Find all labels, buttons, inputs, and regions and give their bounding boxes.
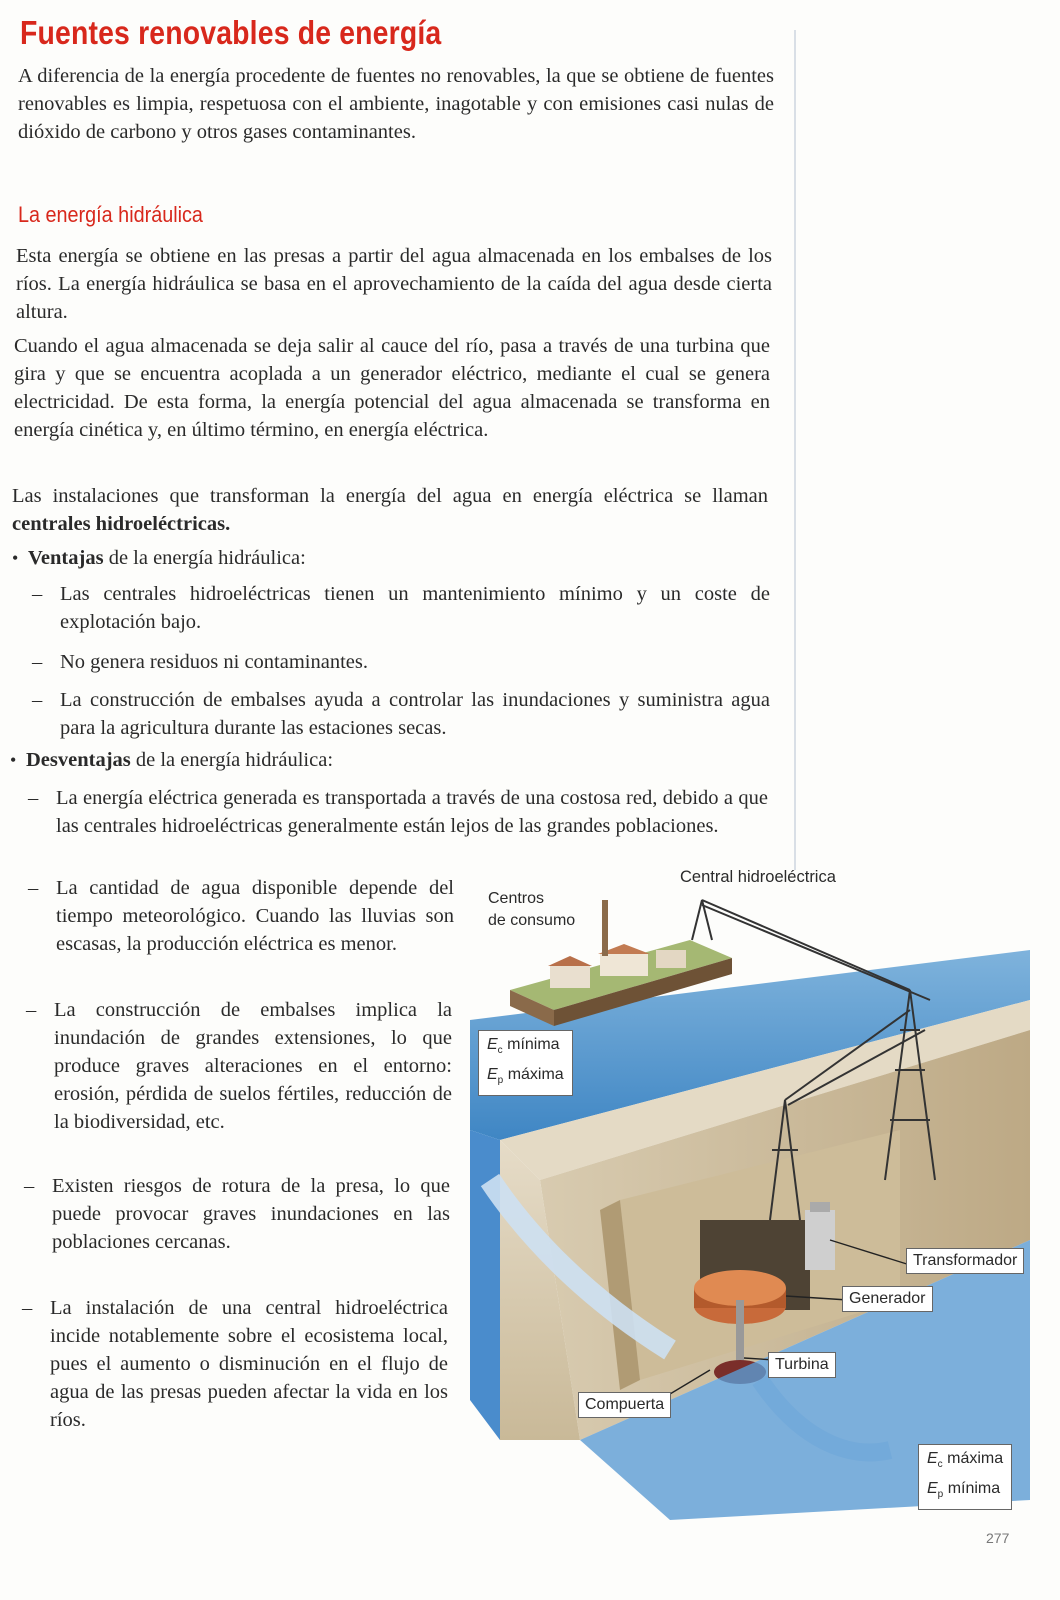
figure-title: Central hidroeléctrica <box>680 868 836 886</box>
desventaja-item: – La instalación de una central hidroeléctrica incide notablemente sobre el ecosistema local, pues el aumento o disminución en el flujo de agua de las presas pueden afectar la vida en los ríos. <box>22 1297 448 1431</box>
energy-box-bottom: $E_c$ máxima $E_p$ mínima <box>918 1444 1012 1510</box>
centros-line-2: de consumo <box>488 912 576 929</box>
label-compuerta: Compuerta <box>578 1392 671 1418</box>
desventajas-bold: Desventajas <box>26 749 131 771</box>
ventaja-item: – Las centrales hidroeléctricas tienen un mantenimiento mínimo y un coste de explotación bajo. <box>32 583 770 633</box>
page-number: 277 <box>986 1530 1010 1546</box>
ep-top: máxima <box>507 1066 564 1084</box>
ventaja-item: – La construcción de embalses ayuda a controlar las inundaciones y suministra agua para la agricultura durante las estaciones secas. <box>32 689 770 739</box>
desventaja-item: – La construcción de embalses implica la inundación de grandes extensiones, lo que produce graves alteraciones en el entorno: erosión, pérdida de suelos fértiles, reducción de la biodiversidad, etc. <box>26 999 452 1133</box>
desventaja-text: La energía eléctrica generada es transportada a través de una costosa red, debido a que las centrales hidroeléctricas generalmente están lejos de las grandes poblaciones. <box>56 787 768 837</box>
paragraph-3-bold: centrales hidroeléctricas. <box>12 513 231 535</box>
desventaja-text: La construcción de embalses implica la inundación de grandes extensiones, lo que produce graves alteraciones en el entorno: erosión, pérdida de suelos fértiles, reducción de la biodiversidad, etc. <box>54 999 452 1133</box>
desventaja-item: – La energía eléctrica generada es transportada a través de una costosa red, debido a que las centrales hidroeléctricas generalmente están lejos de las grandes poblaciones. <box>28 787 768 837</box>
desventaja-text: Existen riesgos de rotura de la presa, lo que puede provocar graves inundaciones en las poblaciones cercanas. <box>52 1175 450 1253</box>
ec-bottom: máxima <box>947 1450 1004 1467</box>
desventajas-heading: • Desventajas de la energía hidráulica: <box>10 749 334 771</box>
ventaja-text: Las centrales hidroeléctricas tienen un mantenimiento mínimo y un coste de explotación bajo. <box>60 583 770 633</box>
paragraph-1: Esta energía se obtiene en las presas a partir del agua almacenada en los embalses de los ríos. La energía hidráulica se basa en el aprovechamiento de la caída del agua desde cierta altura. <box>16 245 772 323</box>
label-turbina: Turbina <box>768 1352 836 1378</box>
label-transformador: Transformador <box>906 1248 1024 1274</box>
paragraph-3 <box>12 482 768 538</box>
ventajas-bold: Ventajas <box>28 547 104 569</box>
ventaja-text: La construcción de embalses ayuda a controlar las inundaciones y suministra agua para la agricultura durante las estaciones secas. <box>60 689 770 739</box>
intro-paragraph: A diferencia de la energía procedente de fuentes no renovables, la que se obtiene de fuentes renovables es limpia, respetuosa con el ambiente, inagotable y con emisiones casi nulas de dióxido de carbono y otros gases contaminantes. <box>18 65 774 143</box>
paragraph-3-text: Las instalaciones que transforman la energía del agua en energía eléctrica se llaman <box>12 485 768 507</box>
paragraph-2: Cuando el agua almacenada se deja salir al cauce del río, pasa a través de una turbina que gira y que se encuentra acoplada a un generador eléctrico, mediante el cual se genera electricidad. De esta forma, la energía potencial del agua almacenada se transforma en energía cinética y, en último término, en energía eléctrica. <box>14 335 770 441</box>
hydroelectric-plant-illustration <box>470 880 1050 1530</box>
ec-top: mínima <box>507 1036 560 1053</box>
centros-line-1: Centros <box>488 890 545 907</box>
column-divider <box>794 30 796 870</box>
section-heading: La energía hidráulica <box>18 202 203 227</box>
transformer-model <box>805 1202 835 1270</box>
energy-box-top: $E_c$ mínima $E_p$ máxima <box>478 1030 573 1096</box>
desventaja-text: La cantidad de agua disponible depende del tiempo meteorológico. Cuando las lluvias son escasas, la producción eléctrica es menor. <box>56 877 454 955</box>
ventaja-item: – No genera residuos ni contaminantes. <box>32 651 368 673</box>
label-centros-consumo <box>488 888 575 932</box>
ventaja-text: No genera residuos ni contaminantes. <box>60 651 368 673</box>
ventajas-rest: de la energía hidráulica: <box>103 547 306 569</box>
desventaja-text: La instalación de una central hidroeléctrica incide notablemente sobre el ecosistema local, pues el aumento o disminución en el flujo de agua de las presas pueden afectar la vida en los ríos. <box>50 1297 448 1431</box>
ventajas-heading: • Ventajas de la energía hidráulica: <box>12 547 306 569</box>
page-title: Fuentes renovables de energía <box>20 14 442 51</box>
desventajas-rest: de la energía hidráulica: <box>130 749 334 771</box>
label-generador: Generador <box>842 1286 933 1312</box>
ep-bottom: mínima <box>947 1480 1001 1498</box>
desventaja-item: – Existen riesgos de rotura de la presa, lo que puede provocar graves inundaciones en las poblaciones cercanas. <box>24 1175 450 1253</box>
desventaja-item: – La cantidad de agua disponible depende del tiempo meteorológico. Cuando las lluvias son escasas, la producción eléctrica es menor. <box>28 877 454 955</box>
